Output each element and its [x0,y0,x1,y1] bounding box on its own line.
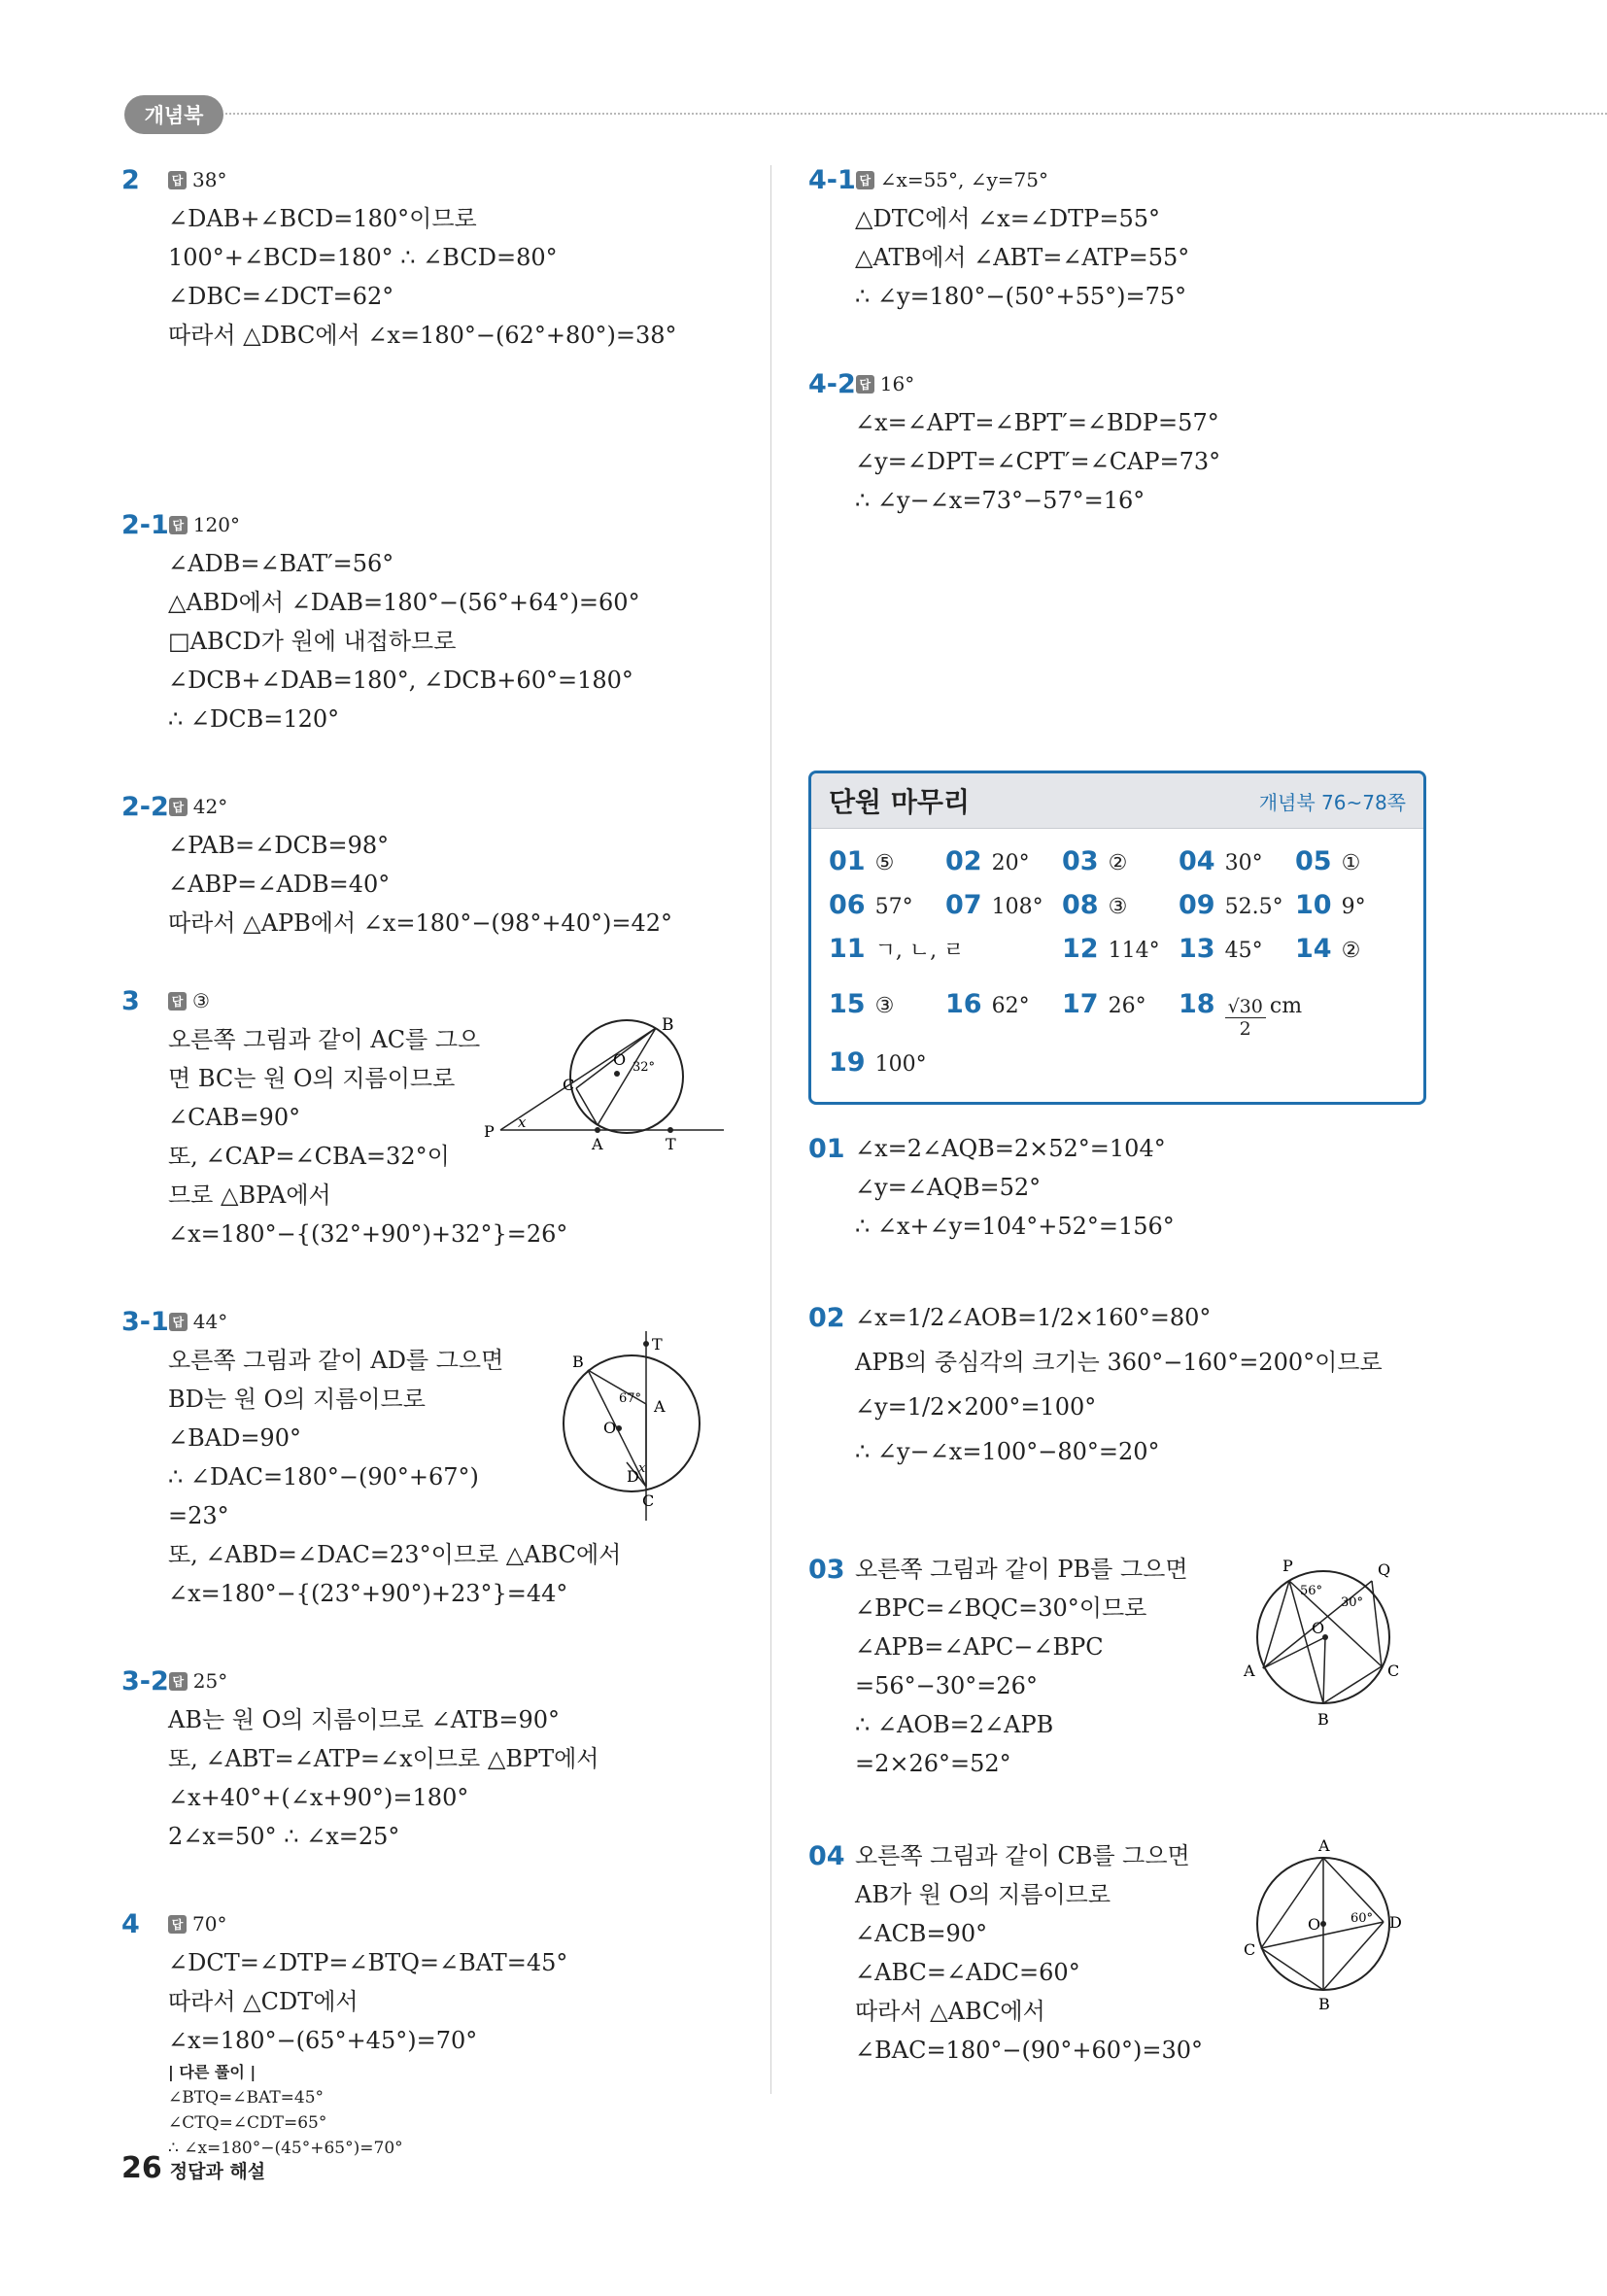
header-dotted-line [225,113,1607,115]
solution-line: 므로 △BPA에서 [168,1182,331,1209]
solution-line: 또, ∠ABD=∠DAC=23°이므로 △ABC에서 [168,1541,622,1568]
solution-line: =56°−30°=26° [855,1672,1038,1699]
review-answer: 19 100° [829,1047,927,1078]
problem-3-1 [121,1302,743,1662]
solution-line: ∠ABC=∠ADC=60° [855,1959,1080,1986]
solution-line: □ABCD가 원에 내접하므로 [168,628,457,655]
answer-badge-icon: 답 [169,1313,188,1331]
solution-line: 100°+∠BCD=180° ∴ ∠BCD=80° [168,244,558,271]
solution-line: =2×26°=52° [855,1750,1011,1777]
review-answer: 07 108° [945,890,1043,920]
solution-04 [808,1836,1450,2070]
solution-line: △ABD에서 ∠DAB=180°−(56°+64°)=60° [168,589,640,616]
book-tag: 개념북 [124,95,223,134]
solution-line: ∠BAD=90° [168,1424,301,1452]
solution-line: APB의 중심각의 크기는 360°−160°=200°이므로 [855,1349,1383,1376]
fig-label: P [1282,1557,1293,1575]
solution-line: ∠CAB=90° [168,1104,301,1131]
solution-line: 따라서 △DBC에서 ∠x=180°−(62°+80°)=38° [168,322,677,349]
problem-4-1 [808,160,1450,364]
page-number: 26 [121,2151,162,2185]
solution-line: 오른쪽 그림과 같이 AD를 그으면 [168,1347,504,1374]
problem-4 [121,1904,743,2161]
solution-line: ∠DBC=∠DCT=62° [168,283,394,310]
problem-2 [121,160,743,505]
fig-label: 30° [1341,1595,1364,1610]
fig-label: Q [1378,1560,1391,1579]
solution-line: AB가 원 O의 지름이므로 [855,1881,1111,1908]
solution-line: ∴ ∠y=180°−(50°+55°)=75° [855,283,1187,310]
answer-badge-icon: 답 [168,992,187,1011]
solution-line: 따라서 △ABC에서 [855,1998,1045,2025]
fig-label: O [603,1419,617,1437]
solution-line: ∠x+40°+(∠x+90°)=180° [168,1784,469,1811]
solution-line: ∴ ∠x+∠y=104°+52°=156° [855,1213,1175,1240]
fig-label: O [1308,1915,1321,1934]
answer: 120° [192,513,240,536]
fig-label: C [642,1491,655,1510]
review-answer: 15 ③ [829,989,895,1019]
footer-label: 정답과 해설 [169,2161,266,2182]
fig-label: B [572,1353,584,1371]
fig-label: 32° [633,1060,656,1075]
fig-label: T [666,1135,676,1153]
fig-label: A [592,1135,603,1153]
fig-label: B [1318,1995,1330,2013]
circle-figure-3 [481,1011,724,1176]
problem-number: 4-1 [808,164,856,195]
fig-label: x [638,1461,646,1476]
review-answer: 09 52.5° [1179,890,1283,920]
solution-line: ∠x=2∠AQB=2×52°=104° [855,1135,1166,1162]
review-header [811,773,1423,829]
answer: 70° [192,1912,227,1936]
circle-figure-3-1 [549,1326,724,1521]
solution-line: ∠x=180°−(65°+45°)=70° [168,2027,478,2054]
solution-line: ∠DCT=∠DTP=∠BTQ=∠BAT=45° [168,1949,568,1976]
fig-label: B [662,1015,674,1035]
review-answer: 01 ⑤ [829,846,895,876]
solution-line: ∠BAC=180°−(90°+60°)=30° [855,2037,1204,2064]
solution-line: 면 BC는 원 O의 지름이므로 [168,1065,456,1092]
answer: ③ [192,989,210,1012]
review-answer: 11 ㄱ, ㄴ, ㄹ [829,934,965,964]
problem-number: 4 [121,1908,140,1939]
problem-2-1 [121,505,743,787]
solution-line: ∠ACB=90° [855,1920,988,1947]
fig-label: 60° [1351,1911,1374,1926]
fig-label: P [484,1122,495,1141]
review-answer: 16 62° [945,989,1030,1019]
fig-label: O [1312,1619,1325,1637]
answer: 44° [192,1310,228,1333]
problem-4-2 [808,364,1450,520]
alt-solution-line: ∠BTQ=∠BAT=45° [168,2088,325,2108]
review-answer: 17 26° [1062,989,1146,1019]
solution-line: ∠APB=∠APC−∠BPC [855,1633,1104,1661]
answer-badge-icon: 답 [169,516,188,534]
review-answer: 14 ② [1295,934,1361,964]
alt-solution-line: ∴ ∠x=180°−(45°+65°)=70° [168,2139,403,2158]
solution-line: ∠y=∠DPT=∠CPT′=∠CAP=73° [855,448,1221,475]
problem-number: 3-1 [121,1306,169,1337]
review-answer: 12 114° [1062,934,1160,964]
answer-badge-icon: 답 [856,375,874,394]
problem-number: 2 [121,164,140,195]
fig-label: A [1244,1662,1255,1680]
fig-label: C [563,1076,575,1094]
right-column [808,160,1450,520]
review-answer: 02 20° [945,846,1030,876]
fig-label: x [518,1114,527,1131]
circle-figure-04 [1236,1827,1411,2021]
problem-3-2 [121,1662,743,1904]
problem-number: 3-2 [121,1665,169,1696]
fig-label: C [1387,1662,1400,1680]
solution-line: 오른쪽 그림과 같이 PB를 그으면 [855,1556,1188,1583]
fig-label: A [1318,1836,1330,1855]
fig-label: D [1389,1913,1402,1932]
answer-badge-icon: 답 [168,171,187,189]
answer: 25° [192,1669,228,1693]
column-divider [770,165,771,2094]
solution-line: ∴ ∠y−∠x=73°−57°=16° [855,487,1145,514]
fig-label: T [652,1335,663,1354]
solution-line: ∠BPC=∠BQC=30°이므로 [855,1594,1147,1622]
solution-line: △ATB에서 ∠ABT=∠ATP=55° [855,244,1190,271]
answer: 38° [192,168,227,191]
problem-3 [121,981,743,1302]
review-page-reference: 개념북 76~78쪽 [1258,790,1406,814]
solution-line: △DTC에서 ∠x=∠DTP=55° [855,205,1160,232]
unit: cm [1269,994,1303,1018]
solution-line: ∠x=180°−{(23°+90°)+23°}=44° [168,1580,568,1607]
problem-number: 3 [121,985,140,1016]
solution-line: ∠y=1/2×200°=100° [855,1393,1097,1421]
problem-number: 03 [808,1554,845,1585]
solution-line: ∠ABP=∠ADB=40° [168,871,391,898]
answer: 16° [879,372,915,395]
fig-label: 56° [1300,1584,1323,1598]
answer-badge-icon: 답 [856,171,874,189]
circle-figure-03 [1236,1540,1411,1734]
solution-01 [808,1129,1450,1292]
fig-label: D [627,1467,639,1486]
review-answer: 08 ③ [1062,890,1128,920]
problem-number: 4-2 [808,368,856,399]
solution-line: 오른쪽 그림과 같이 AC를 그으 [168,1026,481,1053]
answer-badge-icon: 답 [169,1672,188,1691]
solution-02 [808,1292,1450,1550]
page-footer [121,2151,265,2185]
solution-03 [808,1550,1450,1836]
solution-line: AB는 원 O의 지름이므로 ∠ATB=90° [168,1706,561,1733]
solution-line: ∠x=∠APT=∠BPT′=∠BDP=57° [855,409,1219,436]
solution-line: ∴ ∠y−∠x=100°−80°=20° [855,1438,1160,1465]
solution-line: BD는 원 O의 지름이므로 [168,1386,426,1413]
answer: 42° [192,795,228,818]
fraction-numerator: √30 [1225,996,1266,1018]
fraction [1225,996,1266,1040]
solution-line: 또, ∠CAP=∠CBA=32°이 [168,1143,450,1170]
solution-line: ∴ ∠DCB=120° [168,705,340,733]
problem-2-2 [121,787,743,981]
solution-line: ∠DAB+∠BCD=180°이므로 [168,205,477,232]
problem-number: 02 [808,1302,845,1333]
solution-line: ∠x=180°−{(32°+90°)+32°}=26° [168,1220,568,1248]
fig-label: O [613,1050,627,1069]
solution-line: ∴ ∠DAC=180°−(90°+67°) [168,1463,479,1491]
solution-line: ∴ ∠AOB=2∠APB [855,1711,1054,1738]
left-column [121,160,743,2161]
fig-label: A [654,1397,666,1416]
review-answer: 10 9° [1295,890,1366,920]
solution-line: ∠x=1/2∠AOB=1/2×160°=80° [855,1304,1212,1331]
unit-review-box [808,771,1426,1105]
solution-line: ∠ADB=∠BAT′=56° [168,550,394,577]
solution-line: 따라서 △APB에서 ∠x=180°−(98°+40°)=42° [168,909,672,937]
solution-line: ∠PAB=∠DCB=98° [168,832,390,859]
review-answer: 03 ② [1062,846,1128,876]
answer-badge-icon: 답 [168,1915,187,1934]
review-answer: 04 30° [1179,846,1263,876]
review-title: 단원 마무리 [829,786,970,818]
alt-solution-line: ∠CTQ=∠CDT=65° [168,2113,327,2133]
problem-number: 2-1 [121,509,169,540]
fig-label: C [1244,1940,1256,1959]
answer: ∠x=55°, ∠y=75° [879,168,1049,191]
fig-label: 67° [619,1391,642,1406]
solution-line: 또, ∠ABT=∠ATP=∠x이므로 △BPT에서 [168,1745,599,1772]
fig-label: B [1317,1710,1329,1729]
problem-number: 2-2 [121,791,169,822]
review-answer-18: 18 $\frac{√30}{2}$ cm [1179,989,1303,1040]
fraction-denominator: 2 [1239,1018,1251,1040]
solution-line: 따라서 △CDT에서 [168,1988,359,2015]
alternative-solution-label: | 다른 풀이 | [168,2063,256,2081]
answer-badge-icon: 답 [169,798,188,816]
solution-line: ∠DCB+∠DAB=180°, ∠DCB+60°=180° [168,667,633,694]
review-answer: 06 57° [829,890,913,920]
review-answer: 05 ① [1295,846,1361,876]
solution-line: =23° [168,1502,229,1529]
solution-line: ∠y=∠AQB=52° [855,1174,1042,1201]
problem-number: 01 [808,1133,845,1164]
problem-number: 04 [808,1840,845,1871]
right-column-bottom [808,1129,1450,2070]
solution-line: 오른쪽 그림과 같이 CB를 그으면 [855,1842,1190,1869]
review-answer: 13 45° [1179,934,1263,964]
solution-line: 2∠x=50° ∴ ∠x=25° [168,1823,400,1850]
